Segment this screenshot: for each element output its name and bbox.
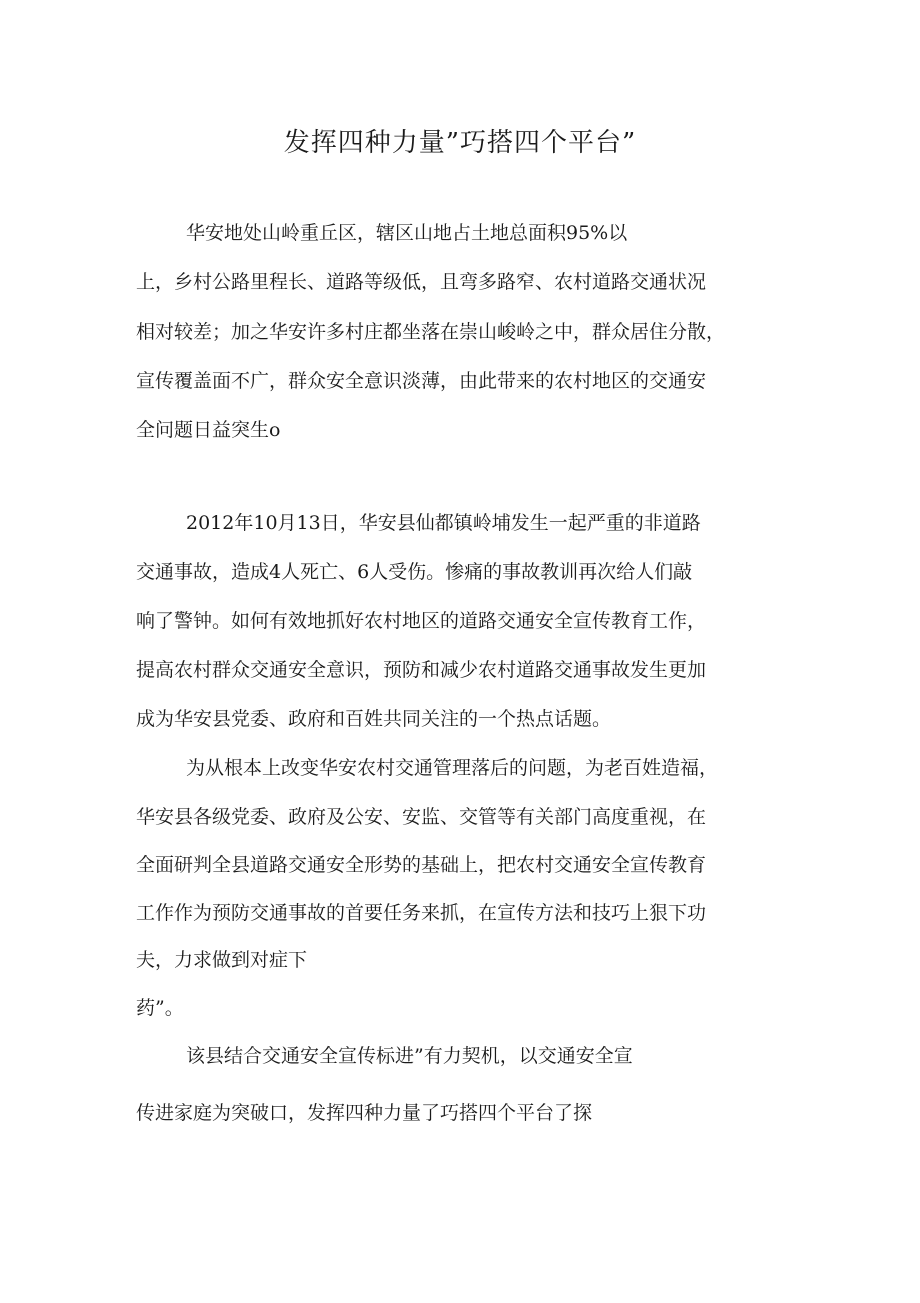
paragraph-3-line-1: 为从根本上改变华安农村交通管理落后的问题，为老百姓造福， bbox=[186, 757, 719, 779]
paragraph-3-line-6: 药”。 bbox=[136, 997, 184, 1019]
paragraph-1-line-1: 华安地处山岭重丘区，辖区山地占土地总面积95%以 bbox=[186, 222, 628, 244]
paragraph-3-line-2: 华安县各级党委、政府及公安、安监、交管等有关部门高度重视，在 bbox=[136, 806, 707, 828]
paragraph-2-line-2: 交通事故，造成4人死亡、6人受伤。惨痛的事故教训再次给人们敲 bbox=[136, 561, 693, 583]
paragraph-2-line-1: 2012年10月13日，华安县仙都镇岭埔发生一起严重的非道路 bbox=[186, 512, 701, 534]
paragraph-1-line-2: 上，乡村公路里程长、道路等级低，且弯多路窄、农村道路交通状况 bbox=[136, 271, 707, 293]
paragraph-4-line-1: 该县结合交通安全宣传标进”有力契机，以交通安全宣 bbox=[186, 1045, 633, 1067]
page-title: 发挥四种力量”巧搭四个平台” bbox=[283, 128, 637, 158]
paragraph-3-line-3: 全面研判全县道路交通安全形势的基础上，把农村交通安全宣传教育 bbox=[136, 854, 707, 876]
paragraph-1-line-3: 相对较差；加之华安许多村庄都坐落在崇山峻岭之中，群众居住分散， bbox=[136, 321, 726, 343]
paragraph-2-line-5: 成为华安县党委、政府和百姓共同关注的一个热点话题。 bbox=[136, 708, 612, 730]
paragraph-3-line-5: 夫，力求做到对症下 bbox=[136, 949, 308, 971]
paragraph-2-line-3: 响了警钟。如何有效地抓好农村地区的道路交通安全宣传教育工作， bbox=[136, 610, 707, 632]
paragraph-3-line-4: 工作作为预防交通事故的首要任务来抓，在宣传方法和技巧上狠下功 bbox=[136, 902, 707, 924]
paragraph-2-line-4: 提高农村群众交通安全意识，预防和减少农村道路交通事故发生更加 bbox=[136, 659, 707, 681]
paragraph-4-line-2: 传进家庭为突破口，发挥四种力量了巧搭四个平台了探 bbox=[136, 1102, 593, 1124]
paragraph-1-line-4: 宣传覆盖面不广，群众安全意识淡薄，由此带来的农村地区的交通安 bbox=[136, 370, 707, 392]
paragraph-1-line-5: 全问题日益突生o bbox=[136, 419, 281, 441]
